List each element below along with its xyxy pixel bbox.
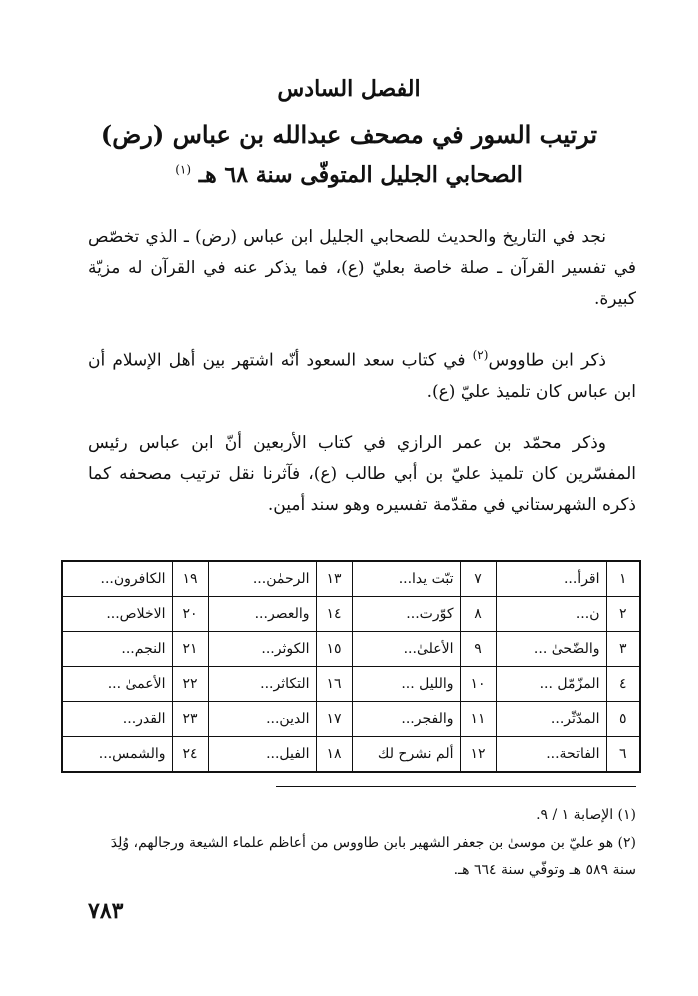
surah-number: ١١ — [460, 702, 496, 737]
surah-number: ٩ — [460, 632, 496, 667]
surah-name: والعصر... — [208, 597, 316, 632]
surah-order-table — [61, 560, 641, 773]
footnote-2: (٢) هو عليّ بن موسىٰ بن جعفر الشهير بابن طاووس من أعاظم علماء الشيعة ورجالهم، وُلِدَ سنة ٥٨٩ هـ وتوفّي سنة ٦٦٤ هـ. — [110, 835, 636, 878]
surah-name: التكاثر... — [208, 667, 316, 702]
surah-name: المدّثّر... — [496, 702, 606, 737]
surah-name: الكوثر... — [208, 632, 316, 667]
surah-name: والشمس... — [62, 737, 172, 773]
surah-name: الفاتحة... — [496, 737, 606, 773]
surah-name: الكافرون... — [62, 561, 172, 597]
surah-name: الأعلىٰ... — [352, 632, 460, 667]
surah-table-body — [62, 561, 640, 772]
table-row — [62, 702, 640, 737]
section-subtitle — [60, 162, 638, 188]
paragraph-2-rest: في كتاب سعد السعود أنّه اشتهر بين أهل الإسلام أن ابن عباس كان تلميذ عليّ (ع). — [88, 350, 636, 402]
table-row — [62, 597, 640, 632]
surah-name: كوّرت... — [352, 597, 460, 632]
table-row — [62, 561, 640, 597]
surah-number: ٦ — [606, 737, 640, 773]
surah-name: القدر... — [62, 702, 172, 737]
paragraph-3: وذكر محمّد بن عمر الرازي في كتاب الأربعين أنّ ابن عباس رئيس المفسّرين كان تلميذ عليّ بن أبي طالب (ع)، فآثرنا نقل ترتيب مصحفه كما ذكره الشهرستاني في مقدّمة تفسيره وهو سند أمين. — [88, 433, 636, 515]
surah-number: ٢٤ — [172, 737, 208, 773]
footnote-marker-1: (١) — [175, 162, 192, 177]
footnote-marker-2: (٢) — [472, 348, 489, 362]
surah-number: ١٦ — [316, 667, 352, 702]
surah-number: ١٧ — [316, 702, 352, 737]
surah-name: المزّمّل ... — [496, 667, 606, 702]
surah-name: والليل ... — [352, 667, 460, 702]
table-row — [62, 667, 640, 702]
paragraph-2 — [88, 340, 636, 408]
surah-number: ٢١ — [172, 632, 208, 667]
surah-number: ١ — [606, 561, 640, 597]
surah-name: الدين... — [208, 702, 316, 737]
surah-number: ٢٣ — [172, 702, 208, 737]
chapter-heading: الفصل السادس — [277, 76, 421, 102]
surah-name: والضّحىٰ ... — [496, 632, 606, 667]
paragraph-1: نجد في التاريخ والحديث للصحابي الجليل ابن عباس (رض) ـ الذي تخصّص في تفسير القرآن ـ صلة خاصة بعليّ (ع)، فما يذكر عنه في القرآن له مزيّة كبيرة. — [88, 227, 636, 309]
table-row — [62, 737, 640, 773]
surah-number: ١٨ — [316, 737, 352, 773]
surah-number: ٢٢ — [172, 667, 208, 702]
surah-number: ١٥ — [316, 632, 352, 667]
surah-number: ٤ — [606, 667, 640, 702]
surah-number: ١٢ — [460, 737, 496, 773]
surah-number: ١٠ — [460, 667, 496, 702]
surah-number: ٣ — [606, 632, 640, 667]
footnote-1: (١) الإصابة ١ / ٩. — [536, 807, 636, 823]
page-number: ٧٨٣ — [88, 898, 124, 924]
surah-name: تبّت يدا... — [352, 561, 460, 597]
surah-number: ٧ — [460, 561, 496, 597]
surah-name: اقرأ... — [496, 561, 606, 597]
table-row — [62, 632, 640, 667]
surah-number: ٢ — [606, 597, 640, 632]
paragraph-2-start: ذكر ابن طاووس — [488, 350, 606, 371]
surah-name: الرحمٰن... — [208, 561, 316, 597]
surah-number: ١٩ — [172, 561, 208, 597]
surah-number: ٢٠ — [172, 597, 208, 632]
surah-name: والفجر... — [352, 702, 460, 737]
surah-number: ٨ — [460, 597, 496, 632]
surah-name: ألم نشرح لك — [352, 737, 460, 773]
surah-name: ن... — [496, 597, 606, 632]
surah-number: ٥ — [606, 702, 640, 737]
surah-name: الأعمىٰ ... — [62, 667, 172, 702]
surah-number: ١٣ — [316, 561, 352, 597]
footnote-divider — [276, 786, 636, 787]
surah-number: ١٤ — [316, 597, 352, 632]
subtitle-text: الصحابي الجليل المتوفّى سنة ٦٨ هـ — [198, 162, 523, 188]
surah-name: الاخلاص... — [62, 597, 172, 632]
surah-name: الفيل... — [208, 737, 316, 773]
surah-name: النجم... — [62, 632, 172, 667]
section-title: ترتيب السور في مصحف عبدالله بن عباس (رض) — [100, 120, 598, 149]
